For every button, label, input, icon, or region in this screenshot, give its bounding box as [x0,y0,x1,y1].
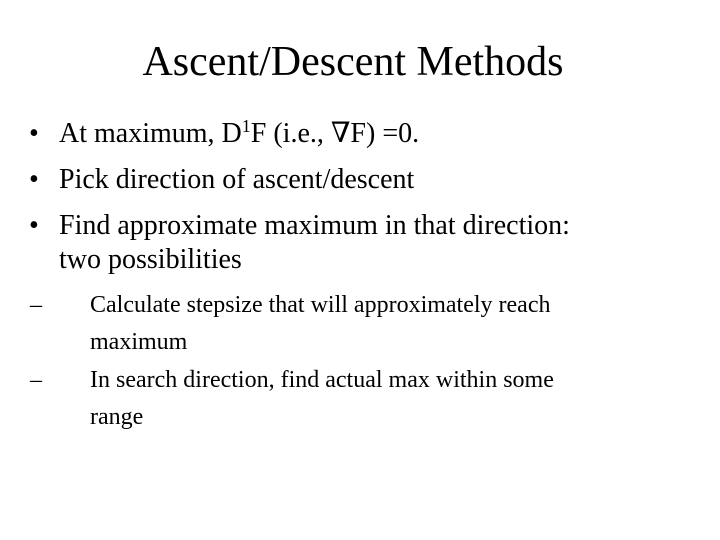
sub-bullet-text-line-2: maximum [90,329,188,355]
bullet-item-2 [29,163,415,197]
sub-bullet-1 [30,287,551,361]
bullet-text-pre: At maximum, D [59,118,242,149]
sub-bullet-marker: – [30,367,42,393]
sub-bullet-text-line-2: range [90,404,144,430]
sub-bullet-marker: – [30,292,42,318]
sub-bullet-2 [30,362,554,436]
bullet-item-3 [29,209,570,277]
slide-title: Ascent/Descent Methods [142,39,564,85]
bullet-text-line-2: two possibilities [59,244,242,275]
bullet-text-line-1: Find approximate maximum in that direction: [59,210,570,241]
sub-bullet-text-line-1: Calculate stepsize that will approximately reach [90,292,551,318]
bullet-marker: • [29,164,39,195]
bullet-text-post: F (i.e., ∇F) =0. [250,118,420,149]
superscript-1: 1 [241,116,251,136]
bullet-item-1 [29,116,420,151]
bullet-marker: • [29,118,39,149]
bullet-text: Pick direction of ascent/descent [59,164,415,195]
bullet-marker: • [29,210,39,241]
sub-bullet-text-line-1: In search direction, find actual max within some [90,367,554,393]
